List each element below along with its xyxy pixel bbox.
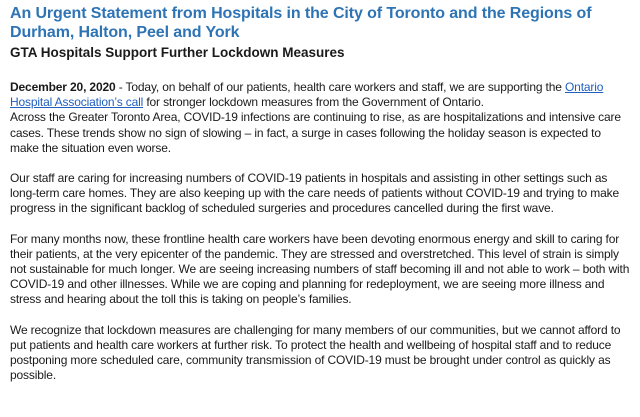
statement-title: An Urgent Statement from Hospitals in the City of Toronto and the Regions of Durham, Halton, Peel and York <box>10 5 592 41</box>
intro-text-before-link: - Today, on behalf of our patients, health care workers and staff, we are supporting the <box>115 80 565 94</box>
paragraph-gta-trends: Across the Greater Toronto Area, COVID-19 infections are continuing to rise, as are hospitalizations and intensive care cases. These trends show no sign of slowing – in fact, a surge in cases following the holiday season is expected to make the situation even worse. <box>10 110 621 155</box>
paragraph-staff-caring: Our staff are caring for increasing numbers of COVID-19 patients in hospitals and assisting in other settings such as long-term care homes. They are also keeping up with the care needs of patients without COVID-19 and trying to make progress in the significant backlog of scheduled surgeries and procedures cancelled during the first wave. <box>10 171 620 216</box>
paragraph-frontline-strain: For many months now, these frontline health care workers have been devoting enormous energy and skill to caring for their patients, at the very epicenter of the pandemic. They are stressed and overstretched. This level of strain is simply not sustainable for much longer. We are seeing increasing numbers of staff becoming ill and not able to work – both with COVID-19 and other illnesses. While we are coping and planning for redeployment, we are seeing more illness and stress and hearing about the toll this is taking on people’s families. <box>10 231 630 307</box>
paragraph-lockdown-recognition: We recognize that lockdown measures are challenging for many members of our communities, but we cannot afford to put patients and health care workers at further risk. To protect the health and wellbeing of hospital staff and to reduce postponing more scheduled care, community transmission of COVID-19 must be brought under control as quickly as possible. <box>10 322 621 383</box>
statement-subtitle: GTA Hospitals Support Further Lockdown Measures <box>10 45 345 60</box>
statement-date: December 20, 2020 <box>10 80 116 94</box>
intro-paragraph <box>10 80 630 110</box>
oha-call-link[interactable]: Ontario Hospital Association’s call <box>10 80 604 110</box>
intro-text-after-link: for stronger lockdown measures from the Government of Ontario. <box>143 95 484 110</box>
